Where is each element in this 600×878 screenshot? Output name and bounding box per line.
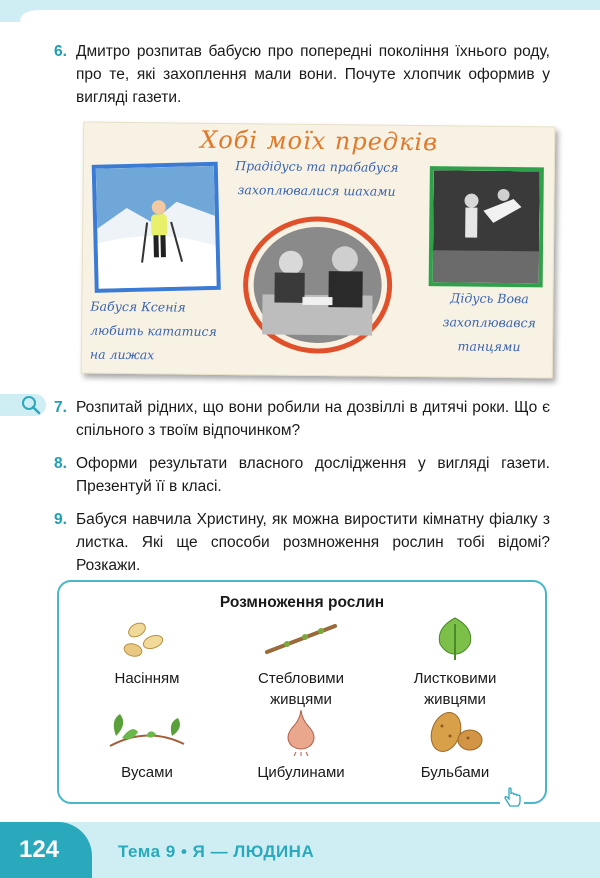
top-rule: [0, 0, 600, 22]
plant-item-tubers: [385, 706, 525, 783]
seeds-icon: [117, 616, 177, 662]
task-number: 8.: [54, 455, 67, 472]
page-number: 124: [18, 836, 60, 863]
chess-photo: [242, 214, 393, 356]
runners-icon: [102, 706, 192, 756]
newspaper-title: Хобі моїх предків: [200, 125, 439, 157]
plant-item-leaf-cuttings: [385, 616, 525, 710]
task-6: [54, 40, 550, 109]
task-text: Оформи результати власного дослідження у вигляді газети. Презентуй її в класі.: [76, 455, 550, 495]
dancing-photo: [429, 166, 544, 287]
grandma-caption: Бабуся Ксенія любить кататися на лижах: [89, 298, 217, 363]
box-title: Розмноження рослин: [219, 594, 385, 611]
search-tab: [0, 394, 46, 416]
task-8: [54, 452, 550, 498]
pointing-hand-icon: [500, 786, 524, 810]
plant-propagation-box: [57, 580, 547, 804]
newspaper-middle-text: Прадідусь та прабабуся захоплювалися шахами: [235, 158, 399, 199]
plant-label: Вусами: [121, 764, 173, 781]
skiing-photo: [92, 162, 221, 293]
plant-label: Стебловими живцями: [258, 670, 344, 708]
plant-label: Бульбами: [420, 764, 490, 781]
plant-item-stem-cuttings: [231, 616, 371, 710]
plant-item-seeds: [77, 616, 217, 689]
plant-item-runners: [77, 706, 217, 783]
plant-label: Насінням: [114, 670, 180, 687]
plant-item-bulbs: [231, 706, 371, 783]
task-text: Бабуся навчила Христину, як можна виростити кімнатну фіалку з листка. Які ще способи розмноження рослин тобі відомі? Розкажи.: [76, 511, 550, 574]
leaf-cutting-icon: [430, 616, 480, 662]
family-newspaper: [81, 122, 556, 379]
task-9: [54, 508, 550, 577]
tuber-icon: [420, 706, 490, 756]
task-number: 7.: [54, 399, 67, 416]
task-number: 6.: [54, 43, 67, 60]
task-text: Дмитро розпитав бабусю про попередні покоління їхнього роду, про те, які захоплення мали вони. Почуте хлопчик оформив у вигляді газети.: [76, 43, 550, 106]
grandpa-caption: Дідусь Вова захоплювався танцями: [442, 290, 536, 355]
task-number: 9.: [54, 511, 67, 528]
plant-label: Листковими живцями: [413, 670, 497, 708]
stem-cutting-icon: [261, 616, 341, 662]
theme-label: Тема 9 • Я — ЛЮДИНА: [118, 842, 315, 861]
magnifier-icon: [20, 394, 42, 416]
task-7: [54, 396, 550, 442]
plant-label: Цибулинами: [257, 764, 345, 781]
task-text: Розпитай рідних, що вони робили на дозвіллі в дитячі роки. Що є спільного з твоїм відпочинком?: [76, 399, 550, 439]
bulb-icon: [276, 706, 326, 756]
